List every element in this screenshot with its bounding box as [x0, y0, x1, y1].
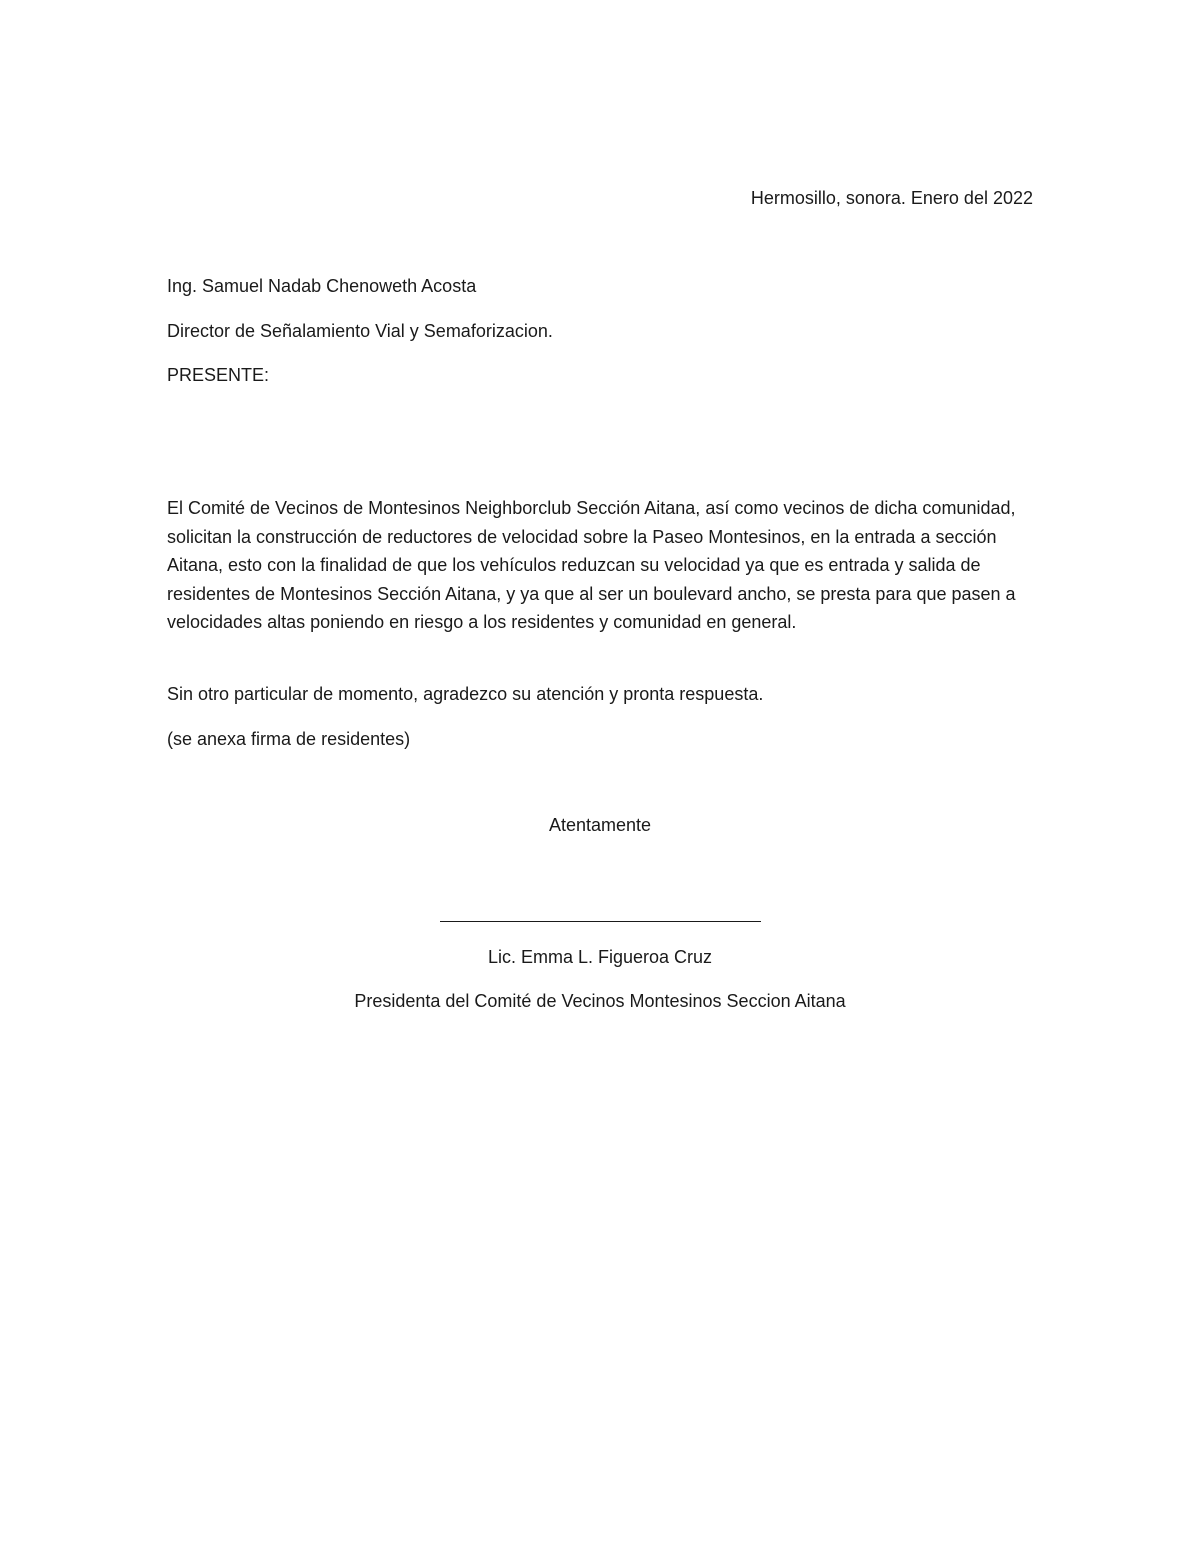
signer-title: Presidenta del Comité de Vecinos Montesinos Seccion Aitana	[354, 991, 846, 1011]
date-line: Hermosillo, sonora. Enero del 2022	[750, 188, 1033, 208]
signature-line	[440, 921, 761, 922]
sign-off: Atentamente	[548, 815, 652, 835]
recipient-title: Director de Señalamiento Vial y Semaforizacion.	[167, 321, 553, 341]
annex-note: (se anexa firma de residentes)	[167, 729, 411, 749]
closing-line: Sin otro particular de momento, agradezco su atención y pronta respuesta.	[167, 684, 764, 704]
recipient-name: Ing. Samuel Nadab Chenoweth Acosta	[167, 276, 477, 296]
greeting: PRESENTE:	[167, 365, 270, 385]
body-paragraph: El Comité de Vecinos de Montesinos Neighborclub Sección Aitana, así como vecinos de dicha comunidad, solicitan la construcción de reductores de velocidad sobre la Paseo Montesinos, en la entrada a sección Aitana, esto con la finalidad de que los vehículos reduzcan su velocidad ya que es entrada y salida de residentes de Montesinos Sección Aitana, y ya que al ser un boulevard ancho, se presta para que pasen a velocidades altas poniendo en riesgo a los residentes y comunidad en general.	[167, 498, 1016, 632]
signer-name: Lic. Emma L. Figueroa Cruz	[487, 947, 713, 967]
